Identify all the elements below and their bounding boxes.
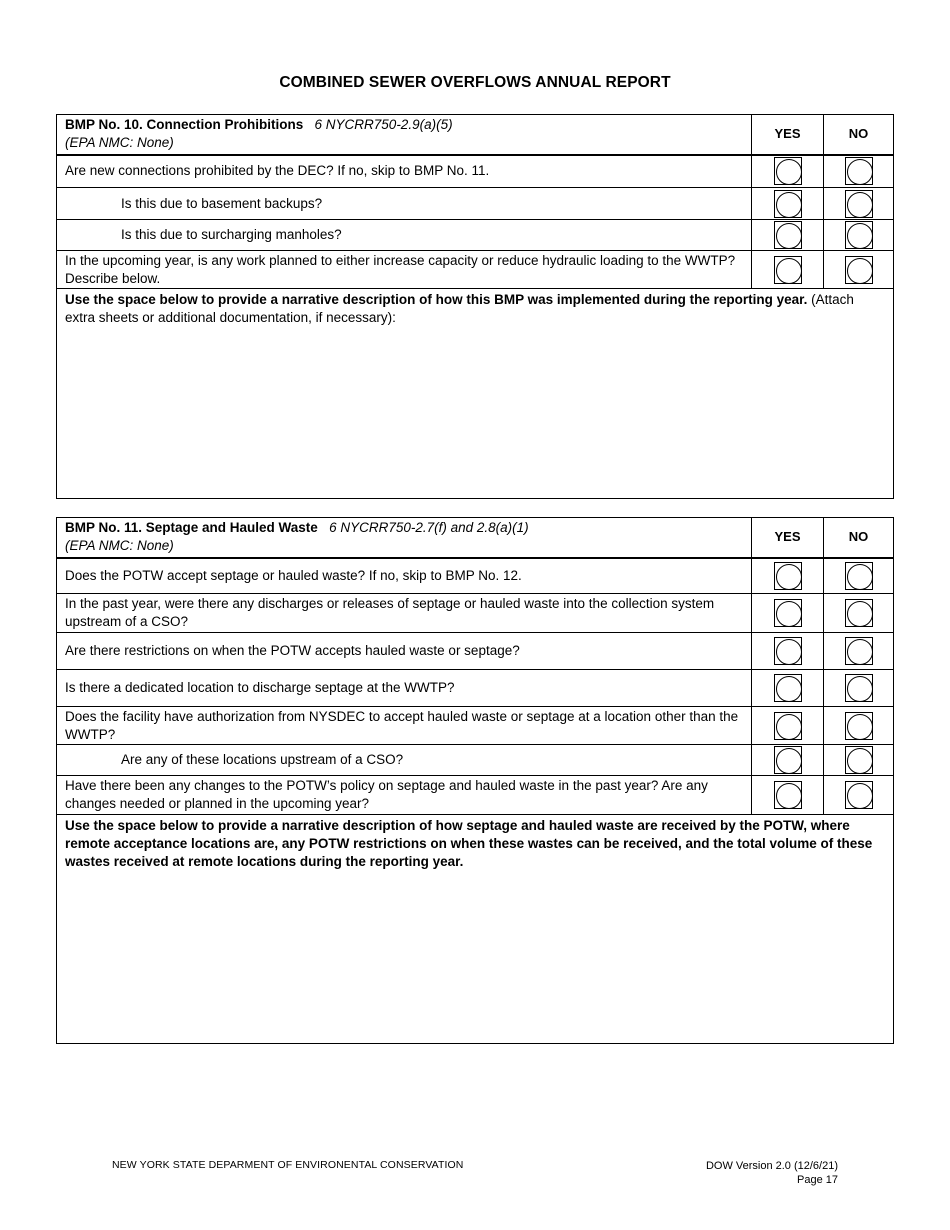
footer-agency: NEW YORK STATE DEPARMENT OF ENVIRONENTAL CONSERVATION	[112, 1159, 464, 1171]
bmp11-citation: 6 NYCRR750-2.7(f) and 2.8(a)(1)	[329, 520, 529, 536]
bmp10-header-row	[57, 115, 894, 155]
yes-cell	[752, 558, 824, 594]
yes-radio[interactable]	[774, 599, 802, 627]
question-row	[57, 594, 894, 633]
yes-radio[interactable]	[774, 157, 802, 185]
no-radio[interactable]	[845, 637, 873, 665]
bmp11-header-cell	[57, 518, 752, 558]
yes-cell	[752, 707, 824, 745]
no-radio[interactable]	[845, 712, 873, 740]
question-row	[57, 155, 894, 188]
no-radio[interactable]	[845, 562, 873, 590]
question-text: Is this due to basement backups?	[57, 188, 752, 220]
narrative-row	[57, 815, 894, 1044]
bmp11-header-row	[57, 518, 894, 558]
yes-cell	[752, 188, 824, 220]
bmp11-heading: BMP No. 11. Septage and Hauled Waste	[65, 520, 318, 536]
no-cell	[824, 745, 894, 776]
narrative-row	[57, 289, 894, 499]
no-column-header: NO	[824, 518, 894, 558]
yes-cell	[752, 633, 824, 670]
yes-radio[interactable]	[774, 221, 802, 249]
yes-radio[interactable]	[774, 674, 802, 702]
bmp10-heading: BMP No. 10. Connection Prohibitions	[65, 117, 304, 133]
yes-cell	[752, 776, 824, 815]
question-row	[57, 670, 894, 707]
narrative-instruction: Use the space below to provide a narrative description of how septage and hauled waste are received by the POTW, where remote acceptance locations are, any POTW restrictions on when these wastes can be received, and the total volume of these wastes received at remote locations during the reporting year.	[65, 818, 873, 869]
question-row	[57, 251, 894, 289]
no-cell	[824, 251, 894, 289]
yes-radio[interactable]	[774, 256, 802, 284]
bmp11-table	[56, 517, 894, 1044]
bmp11-epa: (EPA NMC: None)	[65, 538, 174, 554]
question-text: Have there been any changes to the POTW’s policy on septage and hauled waste in the past year? Are any changes needed or planned in the upcoming year?	[57, 776, 752, 815]
no-cell	[824, 670, 894, 707]
yes-column-header: YES	[752, 115, 824, 155]
bmp10-epa: (EPA NMC: None)	[65, 135, 174, 151]
bmp11-narrative-area[interactable]	[57, 815, 894, 1044]
narrative-note: (Attach extra sheets or additional documentation, if necessary):	[65, 292, 854, 325]
no-cell	[824, 155, 894, 188]
yes-radio[interactable]	[774, 781, 802, 809]
yes-column-header: YES	[752, 518, 824, 558]
yes-cell	[752, 670, 824, 707]
question-text: Are new connections prohibited by the DEC? If no, skip to BMP No. 11.	[57, 155, 752, 188]
bmp10-header-cell	[57, 115, 752, 155]
no-radio[interactable]	[845, 256, 873, 284]
question-row	[57, 745, 894, 776]
no-cell	[824, 633, 894, 670]
question-text: In the past year, were there any discharges or releases of septage or hauled waste into the collection system upstream of a CSO?	[57, 594, 752, 633]
footer-info	[700, 1159, 838, 1187]
footer-version: DOW Version 2.0 (12/6/21)	[705, 1160, 838, 1172]
no-cell	[824, 188, 894, 220]
footer-page-number: Page 17	[797, 1174, 838, 1186]
yes-cell	[752, 251, 824, 289]
yes-radio[interactable]	[774, 562, 802, 590]
no-column-header: NO	[824, 115, 894, 155]
question-text: In the upcoming year, is any work planned to either increase capacity or reduce hydraulic loading to the WWTP? Describe below.	[57, 251, 752, 289]
yes-radio[interactable]	[774, 190, 802, 218]
no-radio[interactable]	[845, 157, 873, 185]
no-radio[interactable]	[845, 781, 873, 809]
question-text: Does the facility have authorization from NYSDEC to accept hauled waste or septage at a location other than the WWTP?	[57, 707, 752, 745]
question-row	[57, 776, 894, 815]
no-cell	[824, 558, 894, 594]
yes-cell	[752, 594, 824, 633]
no-radio[interactable]	[845, 674, 873, 702]
no-cell	[824, 707, 894, 745]
yes-cell	[752, 745, 824, 776]
yes-cell	[752, 220, 824, 251]
question-text: Are any of these locations upstream of a CSO?	[57, 745, 752, 776]
question-row	[57, 633, 894, 670]
no-cell	[824, 220, 894, 251]
no-radio[interactable]	[845, 746, 873, 774]
yes-radio[interactable]	[774, 746, 802, 774]
question-text: Is there a dedicated location to discharge septage at the WWTP?	[57, 670, 752, 707]
bmp10-narrative-area[interactable]	[57, 289, 894, 499]
no-cell	[824, 776, 894, 815]
question-text: Are there restrictions on when the POTW accepts hauled waste or septage?	[57, 633, 752, 670]
question-text: Is this due to surcharging manholes?	[57, 220, 752, 251]
question-row	[57, 558, 894, 594]
question-row	[57, 220, 894, 251]
yes-radio[interactable]	[774, 637, 802, 665]
page-title: COMBINED SEWER OVERFLOWS ANNUAL REPORT	[279, 74, 671, 91]
yes-radio[interactable]	[774, 712, 802, 740]
no-radio[interactable]	[845, 221, 873, 249]
no-cell	[824, 594, 894, 633]
yes-cell	[752, 155, 824, 188]
bmp10-citation: 6 NYCRR750-2.9(a)(5)	[314, 117, 453, 133]
bmp10-table	[56, 114, 894, 499]
no-radio[interactable]	[845, 599, 873, 627]
question-text: Does the POTW accept septage or hauled waste? If no, skip to BMP No. 12.	[57, 558, 752, 594]
no-radio[interactable]	[845, 190, 873, 218]
question-row	[57, 707, 894, 745]
narrative-instruction: Use the space below to provide a narrative description of how this BMP was implemented during the reporting year.	[65, 292, 808, 307]
question-row	[57, 188, 894, 220]
